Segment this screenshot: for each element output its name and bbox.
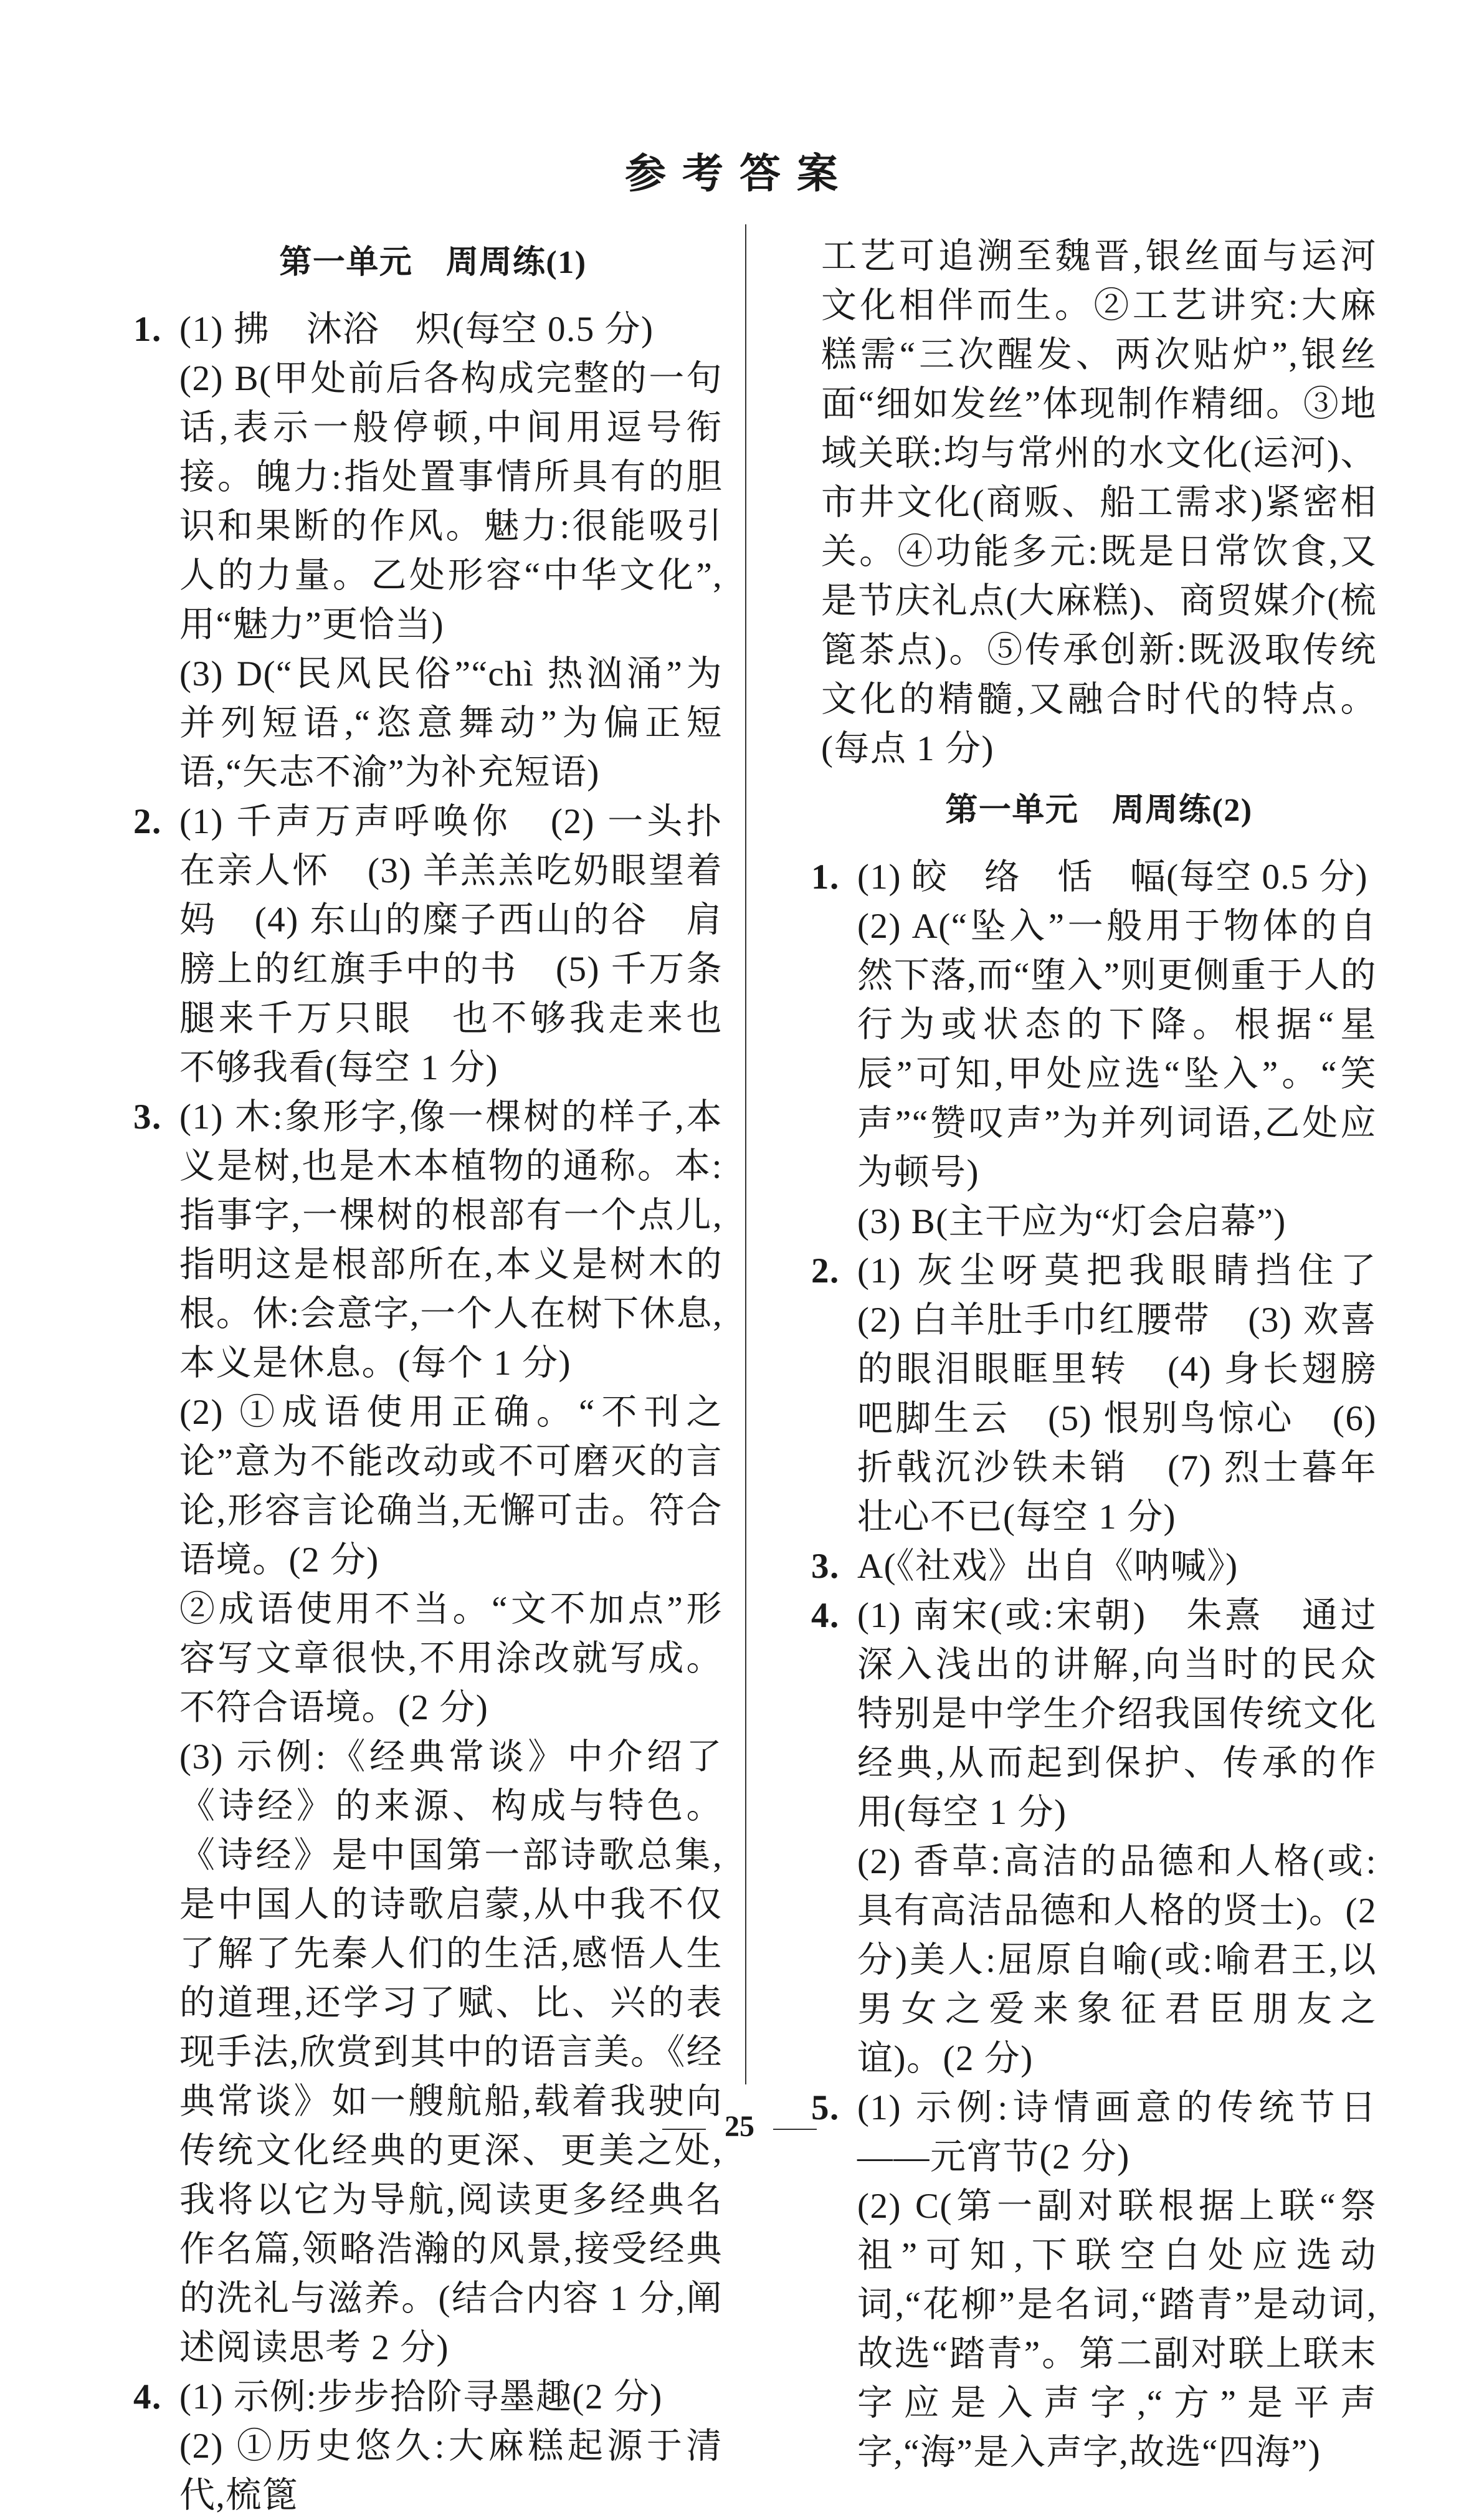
footer-dash	[773, 2129, 817, 2130]
answer-part: (1) 拂 沐浴 炽(每空 0.5 分)	[179, 310, 654, 349]
answer-part: (2) ①历史悠久:大麻糕起源于清代,梳篦	[179, 2427, 723, 2515]
answer-part: (3) 示例:《经典常谈》中介绍了《诗经》的来源、构成与特色。《诗经》是中国第一部诗歌总集,是中国人的诗歌启蒙,从中我不仅了解了先秦人们的生活,感悟人生的道理,还学习了赋、比、兴的表现手法,欣赏到其中的语言美。《经典常谈》如一艘航船,载着我驶向传统文化经典的更深、更美之处,我将以它为导航,阅读更多经典名作名篇,领略浩瀚的风景,接受经典的洗礼与滋养。(结合内容 1 分,阐述阅读思考 2 分)	[179, 1737, 723, 2367]
answer-part: (2) ①成语使用正确。“不刊之论”意为不能改动或不可磨灭的言论,形容言论确当,无懈可击。符合语境。(2 分)	[179, 1393, 723, 1580]
answer-part: ②成语使用不当。“文不加点”形容写文章很快,不用涂改就写成。不符合语境。(2 分)	[179, 1590, 723, 1727]
section-heading: 第一单元 周周练(1)	[279, 245, 587, 280]
page-title: 参考答案	[625, 151, 854, 197]
question-number: 1.	[133, 310, 162, 349]
page-footer	[0, 2109, 1479, 2144]
answer-list	[811, 852, 1414, 2477]
answer-part: (3) D(“民风民俗”“chì 热汹涌”为并列短语,“恣意舞动”为偏正短语,“矢志不渝”为补充短语)	[179, 654, 723, 792]
answer-part: (1) 示例:诗情画意的传统节日——元宵节(2 分)	[857, 2088, 1377, 2177]
answer-part: (2) A(“坠入”一般用于物体的自然下落,而“堕入”则更侧重于人的行为或状态的下降。根据“星辰”可知,甲处应选“坠入”。“笑声”“赞叹声”为并列词语,乙处应为顿号)	[857, 907, 1377, 1192]
answer-item	[811, 852, 1377, 1246]
question-number: 2.	[133, 802, 162, 841]
footer-dash	[662, 2129, 706, 2130]
question-number: 3.	[133, 1097, 162, 1137]
answer-item	[811, 1542, 1377, 1591]
answer-part: (2) 香草:高洁的品德和人格(或:具有高洁品德和人格的贤士)。(2 分)美人:屈原自喻(或:喻君王,以男女之爱来象征君臣朋友之谊)。(2 分)	[857, 1842, 1377, 2078]
question-number: 5.	[811, 2088, 840, 2127]
answer-part: A(《社戏》出自《呐喊》)	[857, 1547, 1239, 1586]
answer-part: (1) 灰尘呀莫把我眼睛挡住了 (2) 白羊肚手巾红腰带 (3) 欢喜的眼泪眼眶里转 (4) 身长翅膀吧脚生云 (5) 恨别鸟惊心 (6) 折戟沉沙铁未销 (7) 烈士暮年 壮心不已(每空 1 分)	[857, 1251, 1414, 1537]
answer-item	[133, 1092, 723, 2372]
answer-part: (1) 皎 络 恬 幅(每空 0.5 分)	[857, 857, 1368, 897]
continued-answer: 工艺可追溯至魏晋,银丝面与运河文化相伴而生。②工艺讲究:大麻糕需“三次醒发、两次贴炉”,银丝面“细如发丝”体现制作精细。③地域关联:均与常州的水文化(运河)、市井文化(商贩、船工需求)紧密相关。④功能多元:既是日常饮食,又是节庆礼点(大麻糕)、商贸媒介(梳篦茶点)。⑤传承创新:既汲取传统文化的精髓,又融合时代的特点。(每点 1 分)	[821, 237, 1377, 768]
question-number: 2.	[811, 1251, 840, 1291]
answer-item	[811, 1246, 1414, 1542]
answer-part: (1) 千声万声呼唤你 (2) 一头扑在亲人怀 (3) 羊羔羔吃奶眼望着妈 (4) 东山的糜子西山的谷 肩膀上的红旗手中的书 (5) 千万条腿来千万只眼 也不够我走来也不够我看(每空 1 分)	[179, 802, 723, 1087]
answer-part: (1) 木:象形字,像一棵树的样子,本义是树,也是木本植物的通称。本:指事字,一棵树的根部有一个点儿,指明这是根部所在,本义是树木的根。休:会意字,一个人在树下休息,本义是休息。(每个 1 分)	[179, 1097, 723, 1383]
column-divider	[745, 224, 746, 2084]
left-column	[133, 232, 723, 2520]
answer-item	[133, 305, 723, 797]
answer-part: (3) B(主干应为“灯会启幕”)	[857, 1202, 1286, 1241]
question-number: 4.	[133, 2377, 162, 2417]
section-heading: 第一单元 周周练(2)	[945, 793, 1253, 828]
question-number: 1.	[811, 857, 840, 897]
question-number: 3.	[811, 1547, 840, 1586]
answer-list	[133, 305, 723, 2520]
answer-item	[133, 2372, 723, 2520]
answer-item	[811, 1591, 1377, 2083]
answer-part: (2) C(第一副对联根据上联“祭祖”可知,下联空白处应选动词,“花柳”是名词,“踏青”是动词,故选“踏青”。第二副对联上联末字应是入声字,“方”是平声字,“海”是入声字,故选“四海”)	[857, 2187, 1377, 2472]
answer-part: (1) 南宋(或:宋朝) 朱熹 通过深入浅出的讲解,向当时的民众特别是中学生介绍我国传统文化经典,从而起到保护、传承的作用(每空 1 分)	[857, 1596, 1377, 1832]
answer-part: (2) B(甲处前后各构成完整的一句话,表示一般停顿,中间用逗号衔接。魄力:指处置事情所具有的胆识和果断的作风。魅力:很能吸引人的力量。乙处形容“中华文化”,用“魅力”更恰当)	[179, 359, 723, 644]
page-number: 25	[725, 2110, 754, 2143]
answer-part: (1) 示例:步步拾阶寻墨趣(2 分)	[179, 2377, 663, 2417]
answer-item	[133, 797, 723, 1092]
question-number: 4.	[811, 1596, 840, 1635]
